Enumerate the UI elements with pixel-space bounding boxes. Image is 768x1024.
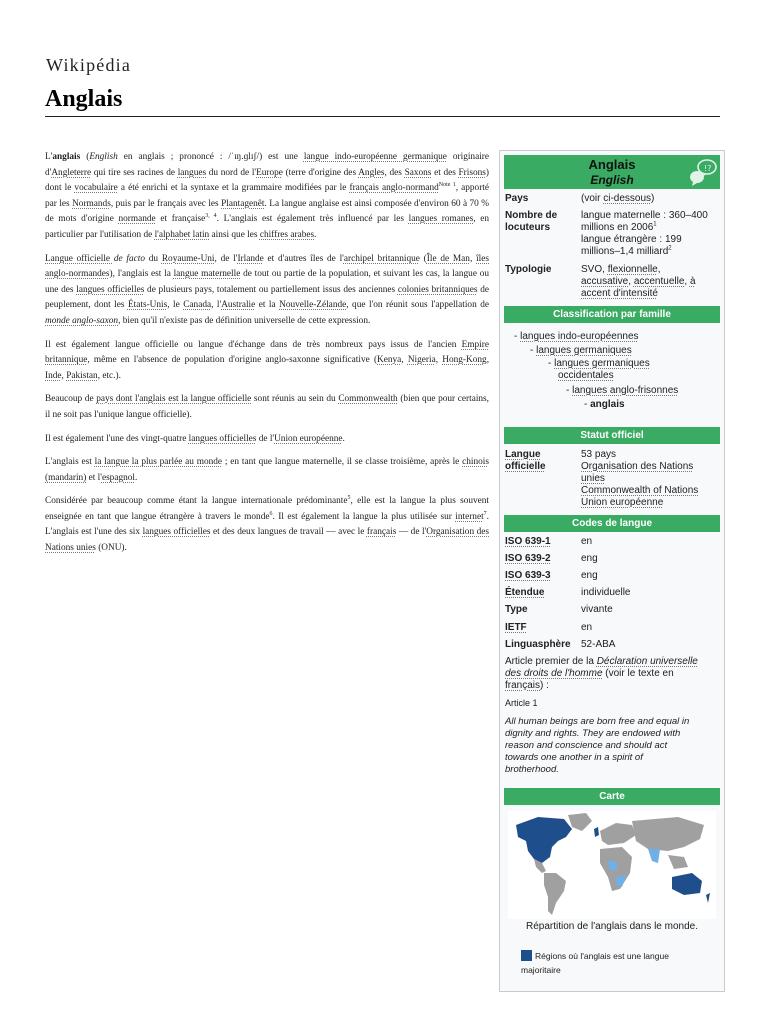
link-etendue[interactable]: Étendue (505, 587, 545, 598)
section-codes: Codes de langue (504, 515, 720, 532)
legend-entry (535, 950, 721, 963)
text: , (469, 253, 477, 264)
link-alphabet-latin[interactable]: l'alphabet latin (154, 229, 210, 240)
text: et la (255, 300, 280, 311)
ipa-pronunciation[interactable]: /ˈɪŋ.ɡlɪʃ/ (228, 152, 260, 162)
link-saxons[interactable]: Saxons (404, 167, 432, 178)
text: , (61, 370, 67, 381)
text: Il est également l'une des vingt-quatre (45, 433, 189, 444)
text: et des deux langues de travail — avec le (210, 527, 367, 538)
link-accentuelle[interactable]: accentuelle (633, 276, 685, 287)
infobox-subtitle: English (590, 173, 634, 187)
label-linguasphere: Linguasphère (505, 639, 571, 650)
link-pays-anglais-officiel[interactable]: pays dont l'anglais est la langue officielle (96, 394, 252, 405)
text (505, 656, 719, 668)
text: SVO, (581, 264, 608, 275)
link-onu[interactable]: Organisation des Nations unies (45, 527, 490, 554)
text: , puis par le français avec les (110, 198, 222, 209)
link-germaniques-occidentales[interactable]: langues germaniques (554, 358, 650, 369)
link-frisons[interactable]: Frisons (458, 167, 486, 178)
footnote-ref[interactable]: 7 (483, 510, 487, 517)
link-ile-de-man[interactable]: Île de Man (426, 253, 470, 264)
footnote-ref[interactable]: 6 (269, 510, 273, 517)
link-germaniques[interactable]: langues germaniques (536, 345, 632, 356)
text: . La langue anglaise est ainsi composée d'environ 60 à 70 % de mots d'origine (45, 198, 489, 225)
text: . (314, 229, 317, 240)
text: L'anglais est (45, 457, 95, 468)
link-iso-639-3[interactable]: ISO 639-3 (505, 570, 551, 581)
text: et française (155, 214, 206, 225)
text (581, 264, 719, 276)
legend-text: Régions où l'anglais est une langue (535, 951, 669, 961)
text (505, 680, 719, 692)
footnote-note-1[interactable]: Note 1 (438, 182, 456, 189)
text: millions en 2006 (581, 222, 654, 233)
text: (bien que pour certains, il ne soit pas l'unique langue officielle). (45, 394, 489, 420)
link-iles-anglo-normandes[interactable]: îles anglo-normandes (45, 253, 489, 280)
text: (voir le texte en (602, 668, 674, 679)
text: et d'autres îles de l' (263, 253, 344, 264)
text: ) : (540, 680, 549, 691)
link-royaume-uni[interactable]: Royaume-Uni (161, 253, 215, 264)
text: millions–1,4 milliard (581, 246, 669, 257)
text: , que l'on réunit sous l'appellation de (346, 300, 489, 311)
text: qui tire ses racines de (91, 167, 178, 178)
tree-item (558, 370, 614, 382)
label-langue-officielle (505, 449, 577, 473)
paragraph-2 (45, 252, 489, 330)
legend-swatch-majoritaire (521, 950, 532, 961)
tree-item: - langues indo-européennes (514, 331, 639, 342)
link-australie[interactable]: Australie (221, 300, 256, 311)
text: et l' (86, 472, 102, 483)
text: de tout ou partie de la population, et suivant les cas, la langue ou une des (45, 269, 489, 295)
text: English (89, 152, 118, 162)
speech-bubbles-icon (688, 157, 718, 187)
link-vocabulaire[interactable]: vocabulaire (74, 183, 118, 194)
label-type: Type (505, 604, 528, 615)
tree-current: anglais (590, 399, 625, 410)
link-colonies-britanniques[interactable]: colonies britanniques (397, 284, 478, 295)
title-divider (45, 116, 720, 117)
link-pakistan[interactable]: Pakistan (66, 370, 98, 381)
link-accent-intensite[interactable]: accent d'intensité (581, 288, 658, 299)
text: , (684, 276, 690, 287)
tree-item: - langues anglo-frisonnes (566, 385, 679, 396)
link-langues-officielles[interactable]: langues officielles (76, 284, 145, 295)
infobox-header (504, 155, 720, 189)
text: . (135, 472, 138, 483)
text: du nord de l' (206, 167, 257, 178)
link-droits-homme[interactable]: des droits de l'homme (505, 668, 603, 679)
link-accusative[interactable]: accusative (581, 276, 629, 287)
link-officielle[interactable]: officielle (505, 461, 546, 472)
label-typologie: Typologie (505, 264, 552, 275)
paragraph-4 (45, 392, 489, 423)
text: locuteurs (505, 222, 551, 233)
link-union-europeenne[interactable]: Union européenne (581, 497, 664, 508)
value-typologie (581, 264, 719, 300)
text: towards one another in a spirit of (505, 752, 643, 763)
text: ( (419, 253, 427, 264)
link-inde[interactable]: Inde (45, 370, 62, 381)
link-nigeria[interactable]: Nigeria (407, 355, 436, 366)
text: ) (651, 193, 655, 204)
link-angles[interactable]: Angles (358, 167, 385, 178)
text: , en particulier par l'utilisation de (45, 214, 489, 240)
text: . L'anglais est également très influencé par les (216, 214, 409, 225)
value-langue-officielle (581, 449, 719, 509)
text: originaire d' (45, 152, 490, 178)
section-statut: Statut officiel (504, 427, 720, 444)
paragraph-5 (45, 432, 489, 448)
text: , (435, 355, 443, 366)
link-commonwealth[interactable]: Commonwealth (338, 394, 398, 405)
link-internet[interactable]: internet (455, 511, 484, 522)
link-union-europeenne[interactable]: Union européenne (274, 433, 343, 444)
world-map-image[interactable] (508, 811, 716, 919)
text: , le (167, 300, 184, 311)
text: ( (80, 152, 90, 162)
link-archipel-britannique[interactable]: archipel britannique (343, 253, 420, 264)
link-langue-maternelle[interactable]: langue maternelle (173, 269, 241, 280)
link-anglo-frisonnes[interactable]: langues anglo-frisonnes (572, 385, 679, 396)
text: , (401, 355, 408, 366)
udhr-block (505, 656, 719, 776)
text: , de l' (214, 253, 238, 264)
link-francais[interactable]: français (366, 527, 397, 538)
footnote-ref[interactable]: 1 (653, 221, 657, 228)
wikipedia-wordmark[interactable]: Wikipédia (46, 55, 132, 75)
footnote-ref[interactable]: 5 (347, 495, 351, 502)
link-a[interactable]: à (689, 276, 696, 287)
text: , elle est la langue la plus souvent enseignée en tant que langue étrangère à travers le monde (45, 496, 489, 522)
tree-item: - anglais (584, 399, 625, 410)
text: reason and conscience and should act (505, 740, 668, 751)
link-declaration[interactable]: Déclaration universelle (596, 656, 698, 667)
text: L' (45, 152, 53, 162)
text: de plusieurs pays, totalement ou partiellement issus des anciennes (144, 284, 398, 295)
text: ) est une (259, 152, 304, 162)
text: de l' (256, 433, 275, 444)
text: (terre d'origine des (282, 167, 359, 178)
text: brotherhood. (505, 764, 559, 775)
link-langues[interactable]: langues (177, 167, 207, 178)
link-francais[interactable]: français (505, 680, 541, 691)
text: , même en l'absence de population d'origine anglo-saxonne significative ( (87, 355, 378, 366)
text (505, 668, 719, 680)
infobox (499, 150, 725, 992)
link-indo-europeennes[interactable]: langues indo-européennes (520, 331, 639, 342)
link-ietf[interactable]: IETF (505, 622, 527, 633)
link-ci-dessous[interactable]: ci-dessous (603, 193, 652, 204)
value-code: en (581, 622, 593, 633)
label-locuteurs (505, 210, 577, 234)
text: ) dont le (45, 167, 489, 194)
label-pays: Pays (505, 193, 529, 204)
link-langues-romanes[interactable]: langues romanes (408, 214, 474, 225)
link-iso-639-1[interactable]: ISO 639-1 (505, 536, 551, 547)
paragraph-3 (45, 338, 489, 385)
text: langue étrangère : 199 (581, 234, 682, 245)
link-langues-officielles-onu[interactable]: langues officielles (142, 527, 211, 538)
text: , bien qu'il n'existe pas de définition universelle de cette expression. (118, 315, 371, 326)
link-onu[interactable]: Organisation des Nations (581, 461, 694, 472)
footnote-ref[interactable]: 2 (668, 245, 672, 252)
text: en anglais ; prononcé : (117, 152, 229, 162)
text: , etc.). (97, 370, 121, 381)
svg-text:!?: !? (704, 164, 712, 173)
text: ), l'anglais est la (109, 269, 174, 280)
text (581, 276, 719, 288)
text: et des (431, 167, 459, 178)
text: Il est également langue officielle ou langue d'échange dans de très nombreux pays issus de l'ancien (45, 339, 462, 350)
text: anglais (52, 152, 81, 162)
link-kenya[interactable]: Kenya (377, 355, 402, 366)
text: ainsi que les (209, 229, 260, 240)
link-iso-639-2[interactable]: ISO 639-2 (505, 553, 551, 564)
article-heading: Article 1 (505, 698, 538, 708)
link-langue-plus-parlee[interactable]: la langue la plus parlée au monde (94, 457, 223, 468)
link-francais-anglo-normand[interactable]: français anglo-normand (349, 183, 439, 194)
link-langues-officielles-ue[interactable]: langues officielles (188, 433, 257, 444)
link-chiffres-arabes[interactable]: chiffres arabes (259, 229, 315, 240)
link-langue-indo-europeenne[interactable]: langue indo-européenne germanique (303, 152, 447, 162)
text: Considérée par beaucoup comme étant la langue internationale prédominante (45, 496, 348, 507)
link-langue-officielle[interactable]: Langue officielle (45, 253, 114, 264)
link-langue[interactable]: Langue (505, 449, 541, 460)
value-code: 52-ABA (581, 639, 616, 650)
footnote-ref[interactable]: 3, 4 (205, 213, 217, 220)
link-angleterre[interactable]: Angleterre (51, 167, 92, 178)
paragraph-6 (45, 455, 489, 486)
text: Nombre de (505, 210, 558, 221)
link-plantagenet[interactable]: Plantagenêt (221, 198, 265, 209)
value-locuteurs (581, 210, 719, 258)
text: 53 pays (581, 449, 617, 460)
text: . L'anglais est l'une des six (45, 511, 489, 538)
text: , (486, 355, 490, 366)
link-occidentales[interactable]: occidentales (558, 370, 614, 381)
page-title: Anglais (45, 86, 123, 112)
link-empire-britannique[interactable]: Empire britannique (45, 339, 489, 366)
text: sont réunis au sein du (251, 394, 339, 405)
value-code: individuelle (581, 587, 631, 598)
article-body (45, 150, 489, 565)
text: (voir (581, 193, 604, 204)
link-espagnol[interactable]: espagnol (101, 472, 135, 483)
section-classification: Classification par famille (504, 306, 720, 323)
text: — de l' (396, 527, 427, 538)
link-normande[interactable]: normande (118, 214, 156, 225)
link-irlande[interactable]: Irlande (237, 253, 264, 264)
text: Article premier de la (505, 656, 597, 667)
text: de facto (113, 253, 145, 264)
tree-item: - langues germaniques (548, 358, 650, 369)
value-pays (581, 193, 719, 205)
link-etats-unis[interactable]: États-Unis (127, 300, 168, 311)
link-chinois-mandarin[interactable]: chinois (mandarin) (45, 457, 489, 483)
text: a été enrichi et la syntaxe et la grammaire modifiées par le (117, 183, 350, 194)
paragraph-1 (45, 150, 489, 244)
text: (ONU). (95, 543, 127, 554)
text: du (144, 253, 162, 264)
text: , (657, 264, 661, 275)
text: . (342, 433, 345, 444)
legend-entry-cont (521, 964, 707, 977)
text: , (628, 276, 634, 287)
tree-item: - langues germaniques (530, 345, 632, 356)
text: dignity and rights. They are endowed with (505, 728, 681, 739)
value-code: vivante (581, 604, 613, 615)
link-europe[interactable]: Europe (256, 167, 283, 178)
text: ; en tant que langue maternelle, il se classe troisième, après le (222, 457, 463, 468)
legend-text: majoritaire (521, 965, 561, 975)
link-canada[interactable]: Canada (183, 300, 212, 311)
link-flexionnelle[interactable]: flexionnelle (607, 264, 658, 275)
text: de peuplement, dont les (45, 284, 489, 311)
paragraph-7 (45, 494, 489, 556)
link-nouvelle-zelande[interactable]: Nouvelle-Zélande (279, 300, 347, 311)
text: Beaucoup de (45, 394, 97, 405)
link-normands[interactable]: Normands (72, 198, 111, 209)
value-code: en (581, 536, 593, 547)
map-caption: Répartition de l'anglais dans le monde. (525, 921, 699, 932)
infobox-title: Anglais (588, 157, 636, 172)
text: , l' (211, 300, 222, 311)
udhr-quote (505, 716, 719, 776)
link-commonwealth[interactable]: Commonwealth of Nations (581, 485, 699, 496)
text: langue maternelle : 360–400 (581, 210, 708, 221)
text: . Il est également la langue la plus utilisée sur (272, 511, 456, 522)
text (581, 246, 719, 258)
text: , apporté par les (45, 183, 490, 209)
text (581, 222, 719, 234)
text: All human beings are born free and equal in (505, 716, 690, 727)
link-monde-anglo-saxon[interactable]: monde anglo-saxon (45, 315, 119, 326)
value-code: eng (581, 553, 598, 564)
link-onu-suite[interactable]: unies (581, 473, 605, 484)
link-hong-kong[interactable]: Hong-Kong (442, 355, 487, 366)
value-code: eng (581, 570, 598, 581)
section-carte: Carte (504, 788, 720, 805)
text: , des (384, 167, 405, 178)
